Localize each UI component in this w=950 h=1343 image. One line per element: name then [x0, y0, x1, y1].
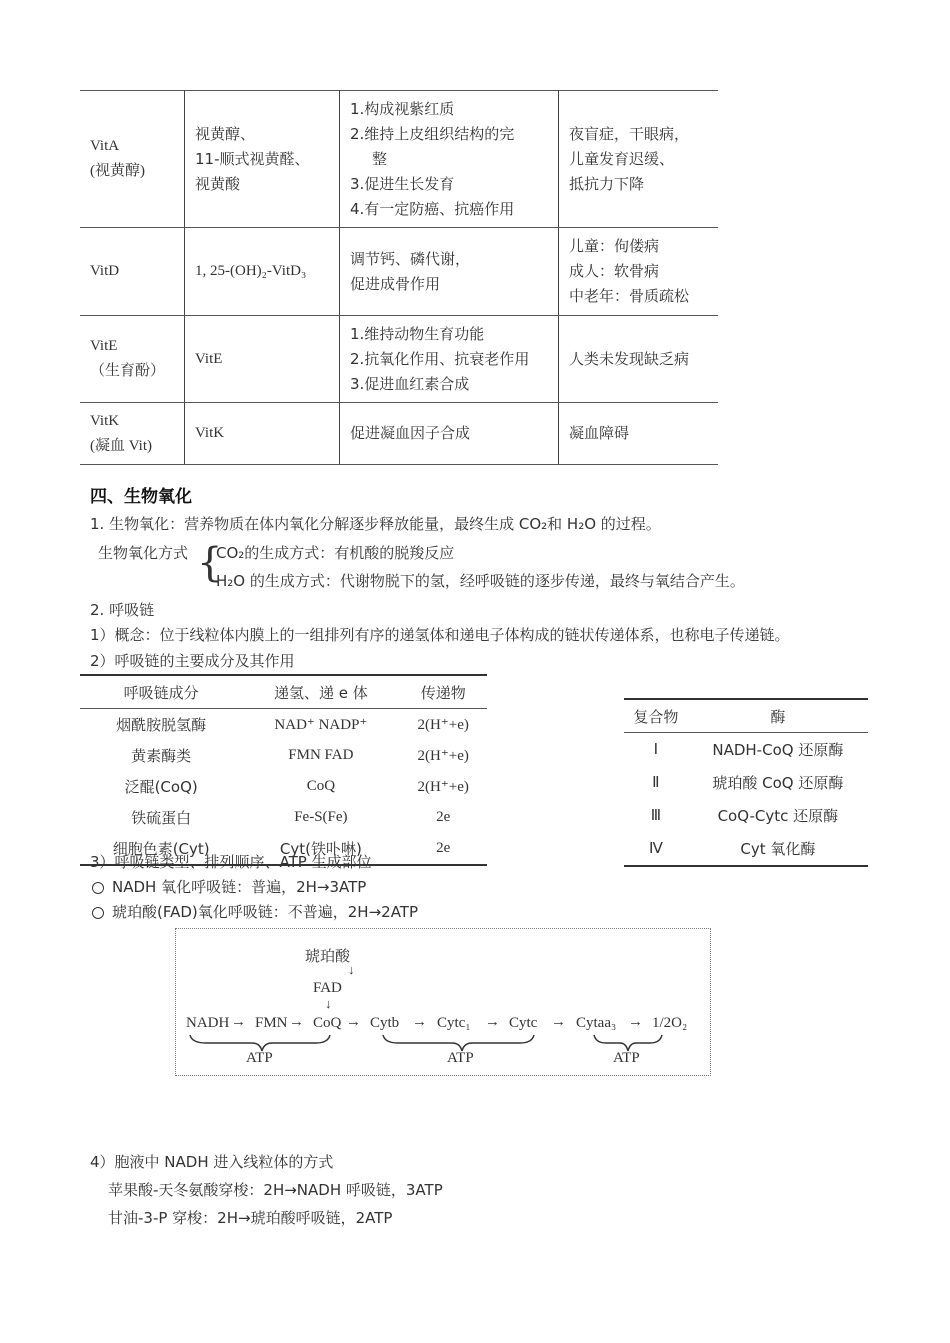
- function-line: 3.促进生长发育: [350, 174, 455, 193]
- cell: Ⅳ: [648, 841, 663, 857]
- respiratory-chain-table: [80, 674, 487, 866]
- function-line: 2.维持上皮组织结构的完: [350, 124, 515, 143]
- arrow-right-icon: →: [346, 1014, 361, 1030]
- deficiency-cell: [559, 228, 719, 316]
- shuttle-line: 甘油-3-P 穿梭：2H→琥珀酸呼吸链，2ATP: [108, 1209, 393, 1227]
- cell: 2(H⁺+e): [417, 779, 469, 795]
- deficiency-line: 人类未发现缺乏病: [569, 349, 690, 368]
- table-row: [80, 771, 487, 802]
- deficiency-line: 儿童：佝偻病: [569, 237, 660, 255]
- bullet-text: NADH 氧化呼吸链：普遍，2H→3ATP: [112, 878, 367, 896]
- down-arrow-icon: ↓: [348, 962, 355, 977]
- active-form-line: 11-顺式视黄醛、: [195, 149, 310, 168]
- cell: Cyt(铁卟啉): [279, 840, 362, 858]
- bullet-item: [92, 901, 418, 922]
- active-form-line: VitK: [195, 425, 225, 441]
- mode-h2o-line: H₂O 的生成方式：代谢物脱下的氢，经呼吸链的逐步传递，最终与氧结合产生。: [216, 572, 745, 590]
- function-cell: [340, 316, 559, 403]
- chain-node: 1/2O₂: [652, 1015, 688, 1031]
- function-line: 促进凝血因子合成: [350, 424, 471, 442]
- cell: Cyt 氧化酶: [740, 840, 816, 858]
- active-form-line: 视黄醇、: [195, 124, 256, 143]
- active-form-cell: [185, 403, 340, 465]
- chain-node: NADH: [186, 1015, 230, 1031]
- function-line: 3.促进血红素合成: [350, 374, 470, 393]
- definition-line: 1. 生物氧化：营养物质在体内氧化分解逐步释放能量，最终生成 CO₂和 H₂O 的过程。: [90, 515, 661, 533]
- cell: 细胞色素(Cyt): [112, 840, 210, 858]
- modes-label: 生物氧化方式: [98, 544, 189, 562]
- vit-alias: (凝血 Vit): [90, 437, 153, 454]
- subsection-title: 3）呼吸链类型、排列顺序、ATP 生成部位: [90, 853, 372, 871]
- function-line: 4.有一定防癌、抗癌作用: [350, 199, 515, 218]
- chain-node: Cytc₁: [437, 1015, 471, 1031]
- table-header-row: [80, 675, 487, 709]
- column-header: 复合物: [624, 699, 688, 733]
- complex-table: [624, 698, 868, 867]
- atp-label: ATP: [246, 1050, 273, 1066]
- table-row: [80, 91, 718, 228]
- active-form-cell: [185, 316, 340, 403]
- chain-node: Cytb: [370, 1015, 400, 1031]
- function-line: 1.构成视紫红质: [350, 99, 455, 118]
- cell: 烟酰胺脱氢酶: [116, 716, 207, 734]
- deficiency-cell: [559, 91, 719, 228]
- shuttle-line: 苹果酸-天冬氨酸穿梭：2H→NADH 呼吸链，3ATP: [108, 1181, 443, 1199]
- deficiency-line: 夜盲症，干眼病，: [569, 124, 690, 143]
- vit-name-cell: [80, 91, 185, 228]
- table-row: [624, 766, 868, 799]
- function-line: 1.维持动物生育功能: [350, 324, 485, 343]
- concept-line: 1）概念：位于线粒体内膜上的一组排列有序的递氢体和递电子体构成的链状传递体系，也称电子传递链。: [90, 626, 790, 644]
- underbrace-icon: [594, 1035, 662, 1051]
- active-form-line: VitE: [195, 350, 223, 367]
- mode-co2-line: CO₂的生成方式：有机酸的脱羧反应: [216, 544, 455, 562]
- vit-name: VitK: [90, 412, 120, 429]
- arrow-right-icon: →: [289, 1014, 304, 1030]
- active-form-line: 视黄酸: [195, 174, 241, 193]
- cell: CoQ-Cytc 还原酶: [717, 807, 839, 825]
- underbrace-icon: [383, 1035, 534, 1051]
- fad-label: FAD: [313, 980, 342, 996]
- chain-node: Cytc: [509, 1015, 538, 1031]
- section-title: 四、生物氧化: [90, 487, 192, 507]
- cell: CoQ: [306, 778, 336, 794]
- function-cell: [340, 228, 559, 316]
- vitamin-table: [80, 90, 718, 465]
- deficiency-line: 成人：软骨病: [569, 262, 660, 280]
- table-row: [624, 799, 868, 832]
- function-line: 2.抗氧化作用、抗衰老作用: [350, 349, 530, 368]
- cell: NADH-CoQ 还原酶: [712, 741, 844, 759]
- cell: 2(H⁺+e): [417, 748, 469, 764]
- table-row: [80, 316, 718, 403]
- vit-name: VitE: [90, 338, 118, 354]
- table-row: [624, 733, 868, 767]
- table-row: [80, 709, 487, 741]
- arrow-right-icon: →: [485, 1014, 500, 1030]
- down-arrow-icon: ↓: [325, 996, 332, 1011]
- circle-bullet-icon: [92, 882, 104, 894]
- succinate-label: 琥珀酸: [305, 947, 351, 965]
- subsection-title: 2. 呼吸链: [90, 601, 155, 619]
- vit-name: VitD: [90, 263, 120, 279]
- column-header: 酶: [688, 699, 868, 733]
- deficiency-line: 儿童发育迟缓、: [569, 149, 675, 168]
- deficiency-cell: [559, 316, 719, 403]
- deficiency-cell: [559, 403, 719, 465]
- cell: Ⅲ: [650, 808, 662, 824]
- deficiency-line: 凝血障碍: [569, 424, 630, 442]
- deficiency-line: 抵抗力下降: [569, 174, 645, 193]
- cell: Fe-S(Fe): [294, 809, 348, 825]
- brace-icon: {: [197, 540, 223, 586]
- cell: 铁硫蛋白: [131, 809, 192, 827]
- cell: Ⅱ: [652, 775, 660, 791]
- vit-alias: （生育酚）: [90, 363, 166, 379]
- cell: 2e: [436, 809, 451, 825]
- active-form-cell: [185, 91, 340, 228]
- function-cell: [340, 403, 559, 465]
- arrow-right-icon: →: [412, 1014, 427, 1030]
- underbrace-icon: [190, 1035, 330, 1051]
- arrow-right-icon: →: [628, 1014, 643, 1030]
- vit-name-cell: [80, 403, 185, 465]
- table-row: [624, 832, 868, 866]
- table-row: [80, 228, 718, 316]
- cell: 2e: [436, 840, 451, 856]
- cell: 黄素酶类: [131, 747, 192, 765]
- cell: NAD⁺ NADP⁺: [274, 717, 368, 733]
- active-form-line: 1, 25-(OH)₂-VitD₃: [195, 263, 307, 279]
- function-line: 整: [372, 149, 388, 168]
- column-header: 递氢、递 e 体: [242, 675, 399, 709]
- bullet-item: [92, 876, 366, 897]
- table-header-row: [624, 699, 868, 733]
- vit-name: VitA: [90, 138, 120, 154]
- table-row: [80, 740, 487, 771]
- arrow-right-icon: →: [551, 1014, 566, 1030]
- deficiency-line: 中老年：骨质疏松: [569, 287, 690, 305]
- function-cell: [340, 91, 559, 228]
- respiratory-chain-diagram: [175, 928, 711, 1076]
- atp-label: ATP: [613, 1050, 640, 1066]
- function-line: 调节钙、磷代谢，: [350, 249, 471, 268]
- bullet-text: 琥珀酸(FAD)氧化呼吸链：不普遍，2H→2ATP: [112, 903, 419, 921]
- chain-node: CoQ: [313, 1015, 342, 1031]
- column-header: 呼吸链成分: [80, 675, 242, 709]
- active-form-cell: [185, 228, 340, 316]
- subsection-title: 4）胞液中 NADH 进入线粒体的方式: [90, 1153, 334, 1171]
- vit-name-cell: [80, 316, 185, 403]
- table-row: [80, 802, 487, 833]
- column-header: 传递物: [399, 675, 487, 709]
- chain-node: FMN: [255, 1015, 288, 1031]
- vit-name-cell: [80, 228, 185, 316]
- cell: 2(H⁺+e): [417, 717, 469, 733]
- cell: FMN FAD: [288, 747, 354, 763]
- subsection-title: 2）呼吸链的主要成分及其作用: [90, 652, 295, 670]
- vit-alias: (视黄醇): [90, 163, 145, 179]
- cell: Ⅰ: [653, 742, 659, 758]
- table-row: [80, 403, 718, 465]
- function-line: 促进成骨作用: [350, 274, 441, 293]
- circle-bullet-icon: [92, 907, 104, 919]
- atp-label: ATP: [447, 1050, 474, 1066]
- cell: 琥珀酸 CoQ 还原酶: [712, 774, 844, 792]
- chain-node: Cytaa₃: [576, 1015, 617, 1031]
- cell: 泛醌(CoQ): [124, 778, 198, 796]
- arrow-right-icon: →: [231, 1014, 246, 1030]
